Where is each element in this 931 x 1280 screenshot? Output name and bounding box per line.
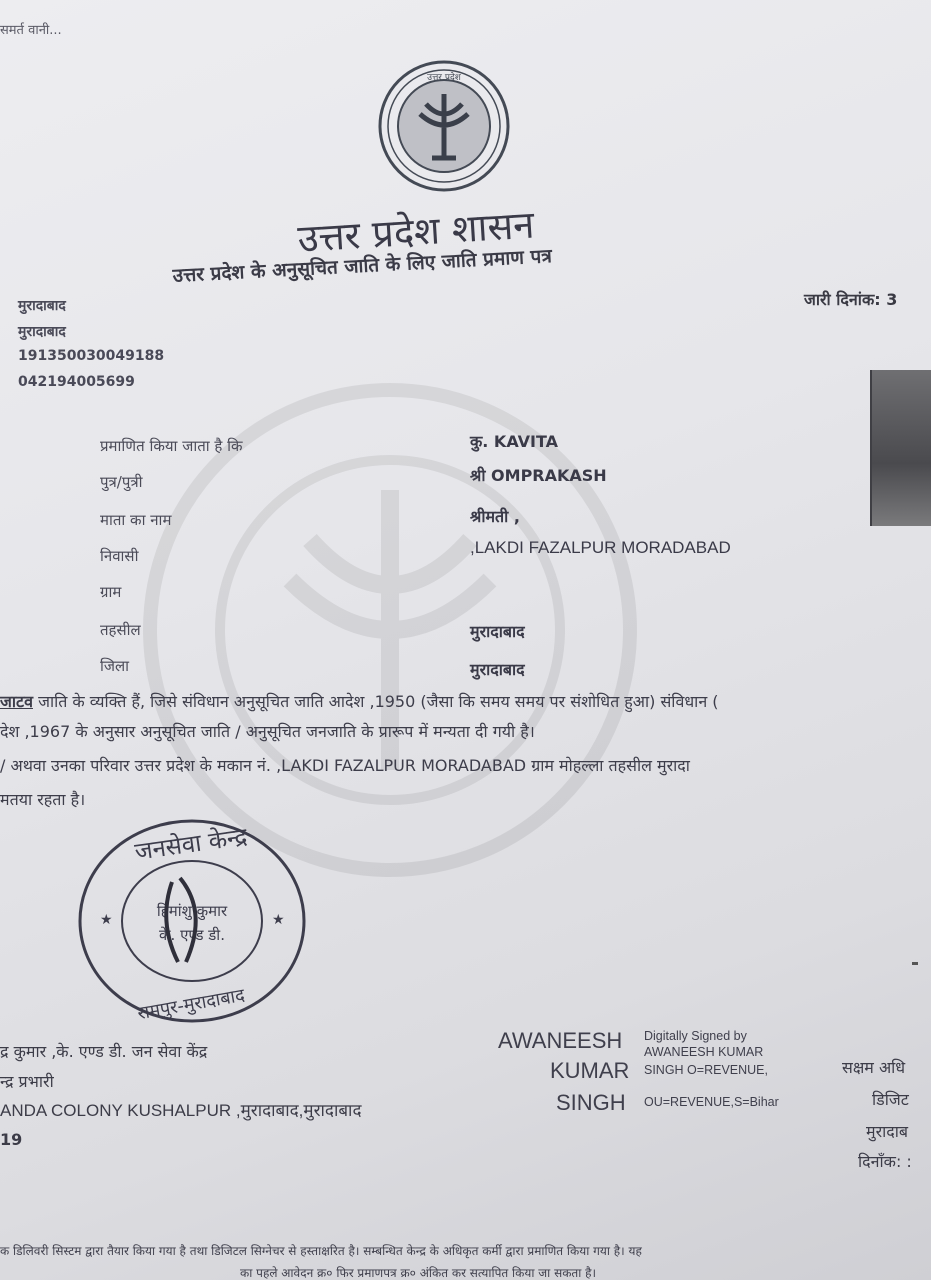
signer-name-1: AWANEESH — [498, 1028, 623, 1053]
field-label-village: ग्राम — [100, 583, 122, 601]
ink-dot — [912, 962, 918, 965]
field-label-resident: निवासी — [100, 547, 139, 565]
authority-line-2: डिजिट — [872, 1090, 909, 1109]
field-value-father: श्री OMPRAKASH — [470, 466, 607, 485]
certificate-number: 042194005699 — [18, 374, 135, 390]
certificate-subtitle: उत्तर प्रदेश के अनुसूचित जाति के लिए जाति प्रमाण पत्र — [172, 245, 553, 287]
footer-line-1: क डिलिवरी सिस्टम द्वारा तैयार किया गया है तथा डिजिटल सिग्नेचर से हस्ताक्षरित है। सम्बन्धित केन्द्र के अधिकृत कर्मी द्वारा प्रमाणित किया गया है। यह — [0, 1244, 642, 1258]
field-label-district: जिला — [100, 657, 130, 675]
body-line-4: मतया रहता है। — [0, 790, 86, 809]
dsig-detail-3: SINGH O=REVENUE, — [644, 1063, 768, 1077]
emblem-text: उत्तर प्रदेश — [427, 73, 461, 83]
caste-name: जाटव — [0, 692, 33, 711]
top-edge-text: समर्त वानी... — [0, 23, 62, 38]
up-emblem-logo — [376, 58, 512, 194]
meta-tehsil: मुरादाबाद — [18, 324, 66, 340]
authority-line-1: सक्षम अधि — [842, 1058, 906, 1077]
jan-seva-kendra-seal — [68, 812, 316, 1030]
issue-date-label: जारी दिनांक: 3 — [804, 290, 898, 309]
body-line-1 — [0, 690, 719, 712]
svg-text:★: ★ — [100, 912, 113, 928]
operator-line-4: 19 — [0, 1130, 23, 1149]
seal-middle-line2: के. एण्ड डी. — [159, 926, 225, 944]
applicant-photo — [870, 370, 931, 526]
page-title: उत्तर प्रदेश शासन — [296, 202, 536, 261]
field-label-certified: प्रमाणित किया जाता है कि — [100, 437, 243, 455]
field-label-mother: माता का नाम — [100, 511, 172, 529]
svg-text:★: ★ — [272, 912, 285, 928]
body-line-2: देश ,1967 के अनुसार अनुसूचित जाति / अनुसूचित जनजाति के प्रारूप में मन्यता दी गयी है। — [0, 722, 535, 741]
body-line-1-rest: जाति के व्यक्ति हैं, जिसे संविधान अनुसूचित जाति आदेश ,1950 (जैसा कि समय समय पर संशोधित हुआ) संविधान ( — [32, 692, 719, 711]
seal-bottom-text: रामपुर-मुरादाबाद — [135, 984, 247, 1025]
signer-name-2: KUMAR — [550, 1058, 630, 1083]
authority-line-4: दिनाँक: : — [858, 1152, 912, 1171]
body-line-3: / अथवा उनका परिवार उत्तर प्रदेश के मकान नं. ,LAKDI FAZALPUR MORADABAD ग्राम मोहल्ला तहसील मुरादा — [0, 756, 690, 775]
field-value-district: मुरादाबाद — [470, 660, 525, 679]
application-number: 191350030049188 — [18, 348, 165, 364]
field-label-tehsil: तहसील — [100, 621, 141, 639]
field-value-tehsil: मुरादाबाद — [470, 622, 525, 641]
field-value-resident: ,LAKDI FAZALPUR MORADABAD — [470, 538, 731, 557]
dsig-detail-1: Digitally Signed by — [644, 1029, 747, 1043]
dsig-detail-2: AWANEESH KUMAR — [644, 1045, 764, 1059]
operator-line-3: ANDA COLONY KUSHALPUR ,मुरादाबाद,मुरादाबाद — [0, 1101, 362, 1120]
field-label-son-daughter: पुत्र/पुत्री — [100, 473, 143, 491]
authority-line-3: मुरादाब — [866, 1122, 909, 1141]
field-value-name: कु. KAVITA — [470, 432, 559, 451]
field-value-mother: श्रीमती , — [470, 507, 520, 526]
operator-line-2: न्द्र प्रभारी — [0, 1072, 54, 1091]
dsig-detail-4: OU=REVENUE,S=Bihar — [644, 1095, 779, 1109]
meta-district: मुरादाबाद — [18, 298, 66, 314]
footer-line-2: का पहले आवेदन क्र० फिर प्रमाणपत्र क्र० अंकित कर सत्यापित किया जा सकता है। — [240, 1266, 597, 1280]
seal-middle-line1: हिमांशु कुमार — [156, 902, 228, 920]
seal-top-text: जनसेवा केन्द्र — [132, 822, 249, 866]
signer-name-3: SINGH — [556, 1090, 626, 1115]
operator-line-1: द्र कुमार ,के. एण्ड डी. जन सेवा केंद्र — [0, 1042, 208, 1061]
